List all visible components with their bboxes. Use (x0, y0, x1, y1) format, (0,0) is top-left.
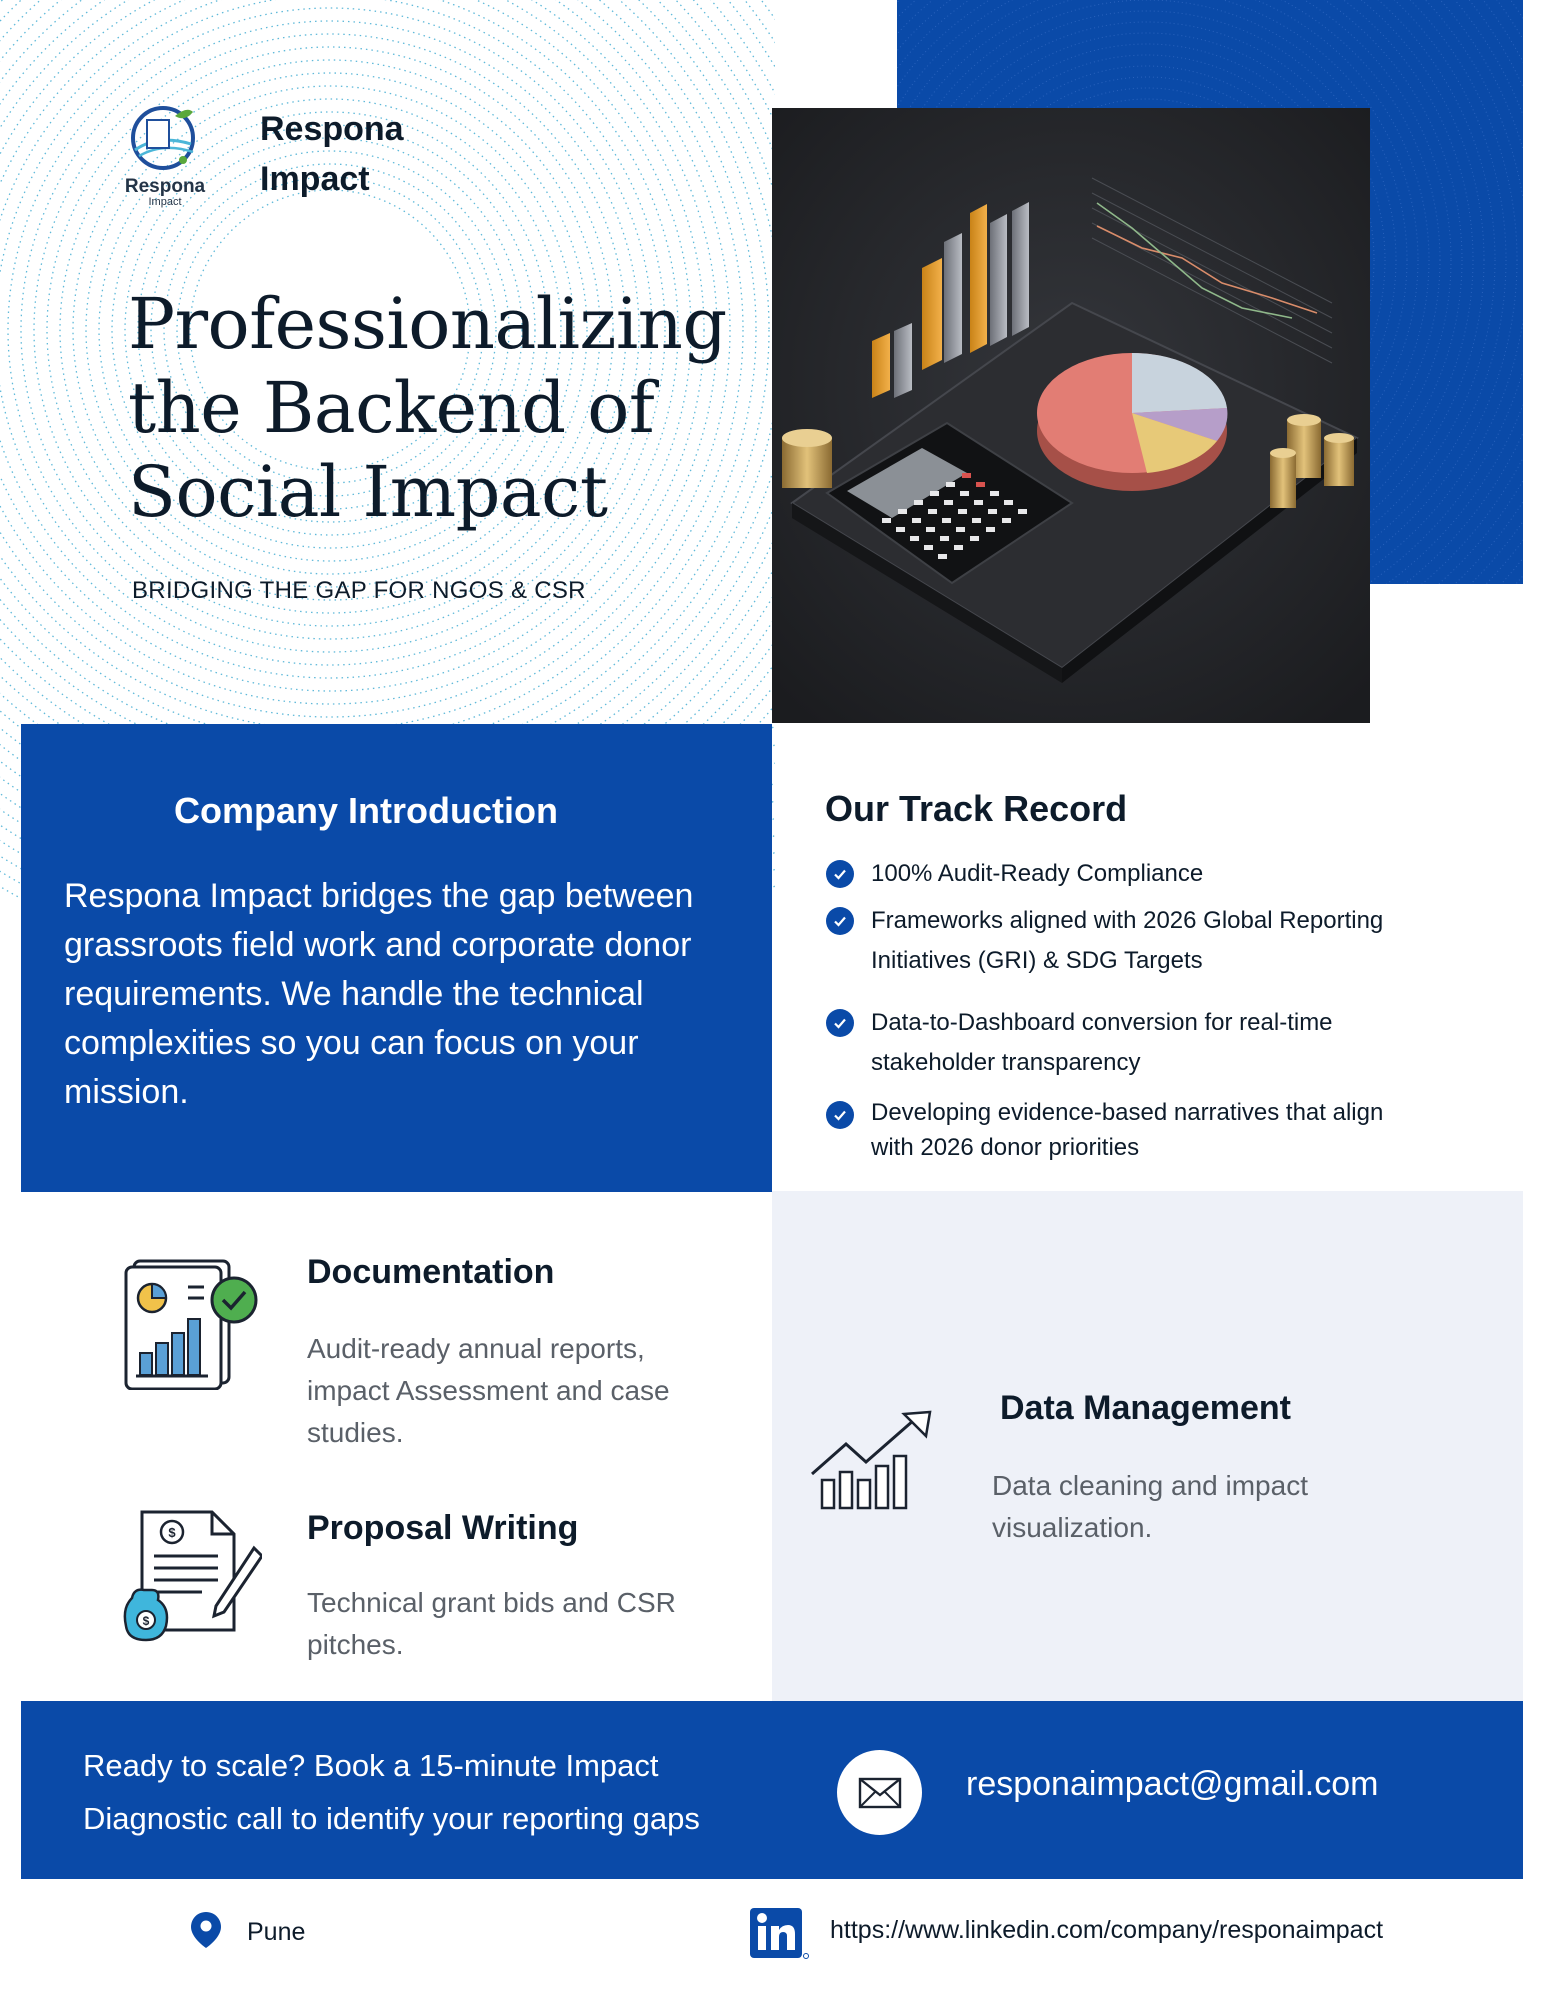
intro-title: Company Introduction (174, 790, 558, 831)
linkedin-icon[interactable] (748, 1906, 812, 1965)
company-logo (113, 104, 217, 214)
contact-email-link[interactable]: responaimpact@gmail.com (966, 1765, 1379, 1803)
data-management-title: Data Management (1000, 1389, 1291, 1427)
track-record-title: Our Track Record (825, 788, 1128, 829)
headline-line1: Professionalizing (128, 283, 727, 365)
track-record-text: Developing evidence-based narratives that align with 2026 donor priorities (871, 1099, 1384, 1161)
svg-text:$: $ (142, 1614, 150, 1628)
check-circle-icon (826, 860, 854, 888)
documentation-title: Documentation (307, 1253, 555, 1291)
check-circle-icon (826, 1009, 854, 1037)
documentation-icon (122, 1255, 262, 1395)
mail-icon[interactable] (837, 1750, 922, 1835)
hero-finance-image (772, 108, 1370, 723)
tagline: BRIDGING THE GAP FOR NGOS & CSR (132, 577, 586, 604)
proposal-writing-icon (122, 1508, 262, 1648)
linkedin-url-link[interactable]: https://www.linkedin.com/company/responaimpact (830, 1916, 1384, 1944)
track-record-text: Data-to-Dashboard conversion for real-time stakeholder transparency (871, 1009, 1333, 1076)
brand-name-line1: Respona (260, 110, 404, 148)
cta-text (83, 1739, 783, 1845)
location-text: Pune (247, 1918, 306, 1946)
brand-name-line2: Impact (260, 160, 370, 198)
track-record-item (826, 1009, 1431, 1083)
proposal-writing-desc: Technical grant bids and CSR pitches. (307, 1587, 676, 1660)
svg-text:Impact: Impact (148, 196, 182, 208)
brand-name (260, 104, 404, 204)
documentation-desc: Audit-ready annual reports, impact Assessment and case studies. (307, 1333, 670, 1448)
company-introduction-section (21, 724, 772, 1192)
data-management-desc: Data cleaning and impact visualization. (992, 1470, 1308, 1543)
page-headline (128, 282, 768, 534)
svg-text:Respona: Respona (124, 176, 206, 197)
call-to-action-banner (21, 1701, 1523, 1879)
headline-line3: Social Impact (128, 451, 608, 533)
track-record-text: 100% Audit-Ready Compliance (871, 860, 1204, 887)
intro-body: Respona Impact bridges the gap between grassroots field work and corporate donor requirements. We handle the technical complexities so you can focus on your mission. (64, 877, 694, 1111)
track-record-text: Frameworks aligned with 2026 Global Reporting Initiatives (GRI) & SDG Targets (871, 907, 1384, 974)
track-record-item (826, 860, 1431, 894)
track-record-item (826, 1101, 1431, 1165)
track-record-item (826, 907, 1431, 981)
check-circle-icon (826, 907, 854, 935)
svg-text:$: $ (168, 1525, 176, 1540)
cta-text-line2: Diagnostic call to identify your reporting gaps (83, 1801, 700, 1836)
location-pin-icon (189, 1910, 223, 1955)
headline-line2: the Backend of (128, 367, 655, 449)
cta-text-line1: Ready to scale? Book a 15-minute Impact (83, 1748, 659, 1783)
growth-chart-icon (808, 1410, 936, 1515)
proposal-writing-title: Proposal Writing (307, 1509, 579, 1547)
check-circle-icon (826, 1101, 854, 1129)
